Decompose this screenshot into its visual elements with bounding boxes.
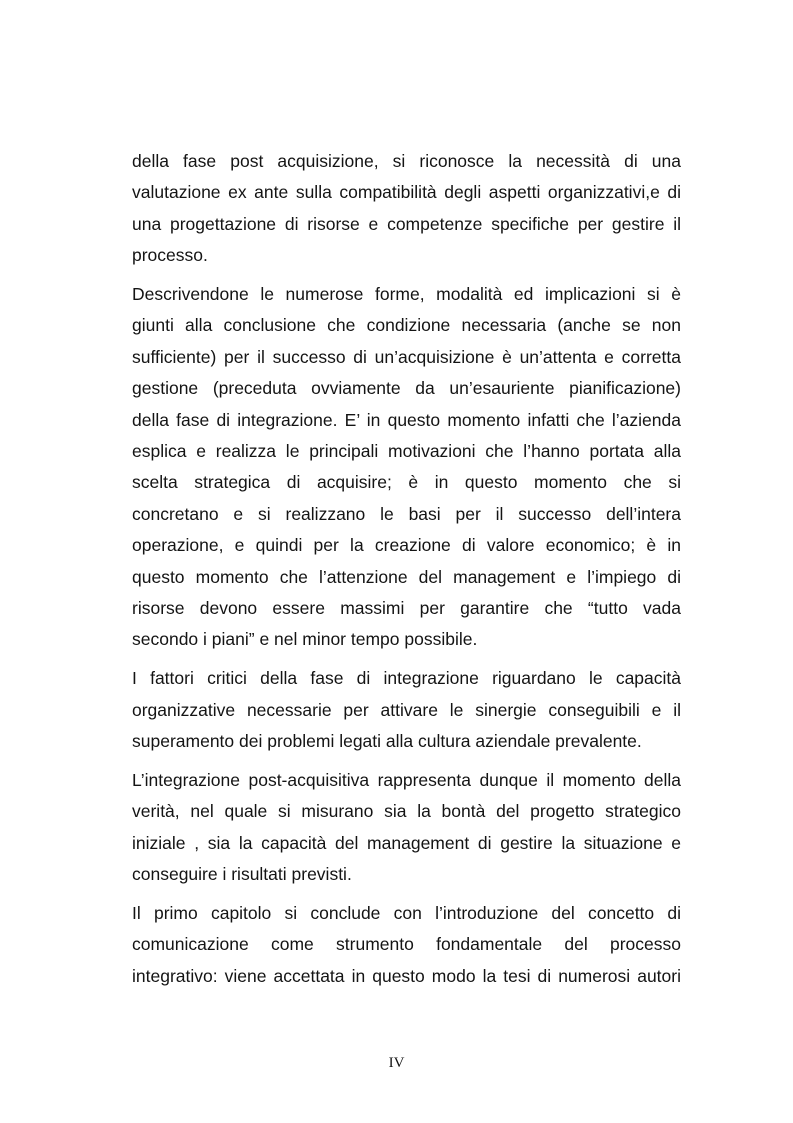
- text-line: una progettazione di risorse e competenze specifiche per gestire il: [132, 213, 681, 234]
- text-line: concretano e si realizzano le basi per il successo dell’intera: [132, 503, 681, 524]
- text-line: processo.: [132, 245, 208, 266]
- text-line: comunicazione come strumento fondamentale del processo: [132, 934, 681, 955]
- text-line: integrativo: viene accettata in questo modo la tesi di numerosi autori: [132, 965, 681, 986]
- paragraph-4: [132, 765, 681, 891]
- text-line: iniziale , sia la capacità del management di gestire la situazione e: [132, 832, 681, 853]
- body-text: [132, 146, 681, 992]
- text-line: superamento dei problemi legati alla cultura aziendale prevalente.: [132, 731, 642, 752]
- paragraph-2: [132, 279, 681, 656]
- text-line: Descrivendone le numerose forme, modalità ed implicazioni si è: [132, 284, 681, 305]
- text-line: valutazione ex ante sulla compatibilità degli aspetti organizzativi,e di: [132, 182, 681, 203]
- paragraph-3: [132, 663, 681, 757]
- text-line: della fase di integrazione. E’ in questo momento infatti che l’azienda: [132, 409, 681, 430]
- text-line: secondo i piani” e nel minor tempo possibile.: [132, 629, 478, 650]
- text-line: L’integrazione post-acquisitiva rappresenta dunque il momento della: [132, 769, 681, 790]
- paragraph-5: [132, 898, 681, 992]
- text-line: operazione, e quindi per la creazione di valore economico; è in: [132, 535, 681, 556]
- text-line: sufficiente) per il successo di un’acquisizione è un’attenta e corretta: [132, 346, 681, 367]
- text-line: conseguire i risultati previsti.: [132, 864, 352, 885]
- text-line: della fase post acquisizione, si riconosce la necessità di una: [132, 151, 681, 171]
- text-line: gestione (preceduta ovviamente da un’esauriente pianificazione): [132, 378, 681, 399]
- text-line: scelta strategica di acquisire; è in questo momento che si: [132, 472, 681, 493]
- text-line: questo momento che l’attenzione del management e l’impiego di: [132, 566, 681, 587]
- text-line: esplica e realizza le principali motivazioni che l’hanno portata alla: [132, 441, 681, 462]
- text-line: verità, nel quale si misurano sia la bontà del progetto strategico: [132, 801, 681, 822]
- text-line: Il primo capitolo si conclude con l’introduzione del concetto di: [132, 902, 681, 923]
- page-number: IV: [388, 1055, 405, 1071]
- paragraph-1: [132, 146, 681, 272]
- text-line: organizzative necessarie per attivare le sinergie conseguibili e il: [132, 699, 681, 720]
- text-line: giunti alla conclusione che condizione necessaria (anche se non: [132, 315, 681, 336]
- text-line: I fattori critici della fase di integrazione riguardano le capacità: [132, 668, 681, 689]
- text-line: risorse devono essere massimi per garantire che “tutto vada: [132, 597, 681, 618]
